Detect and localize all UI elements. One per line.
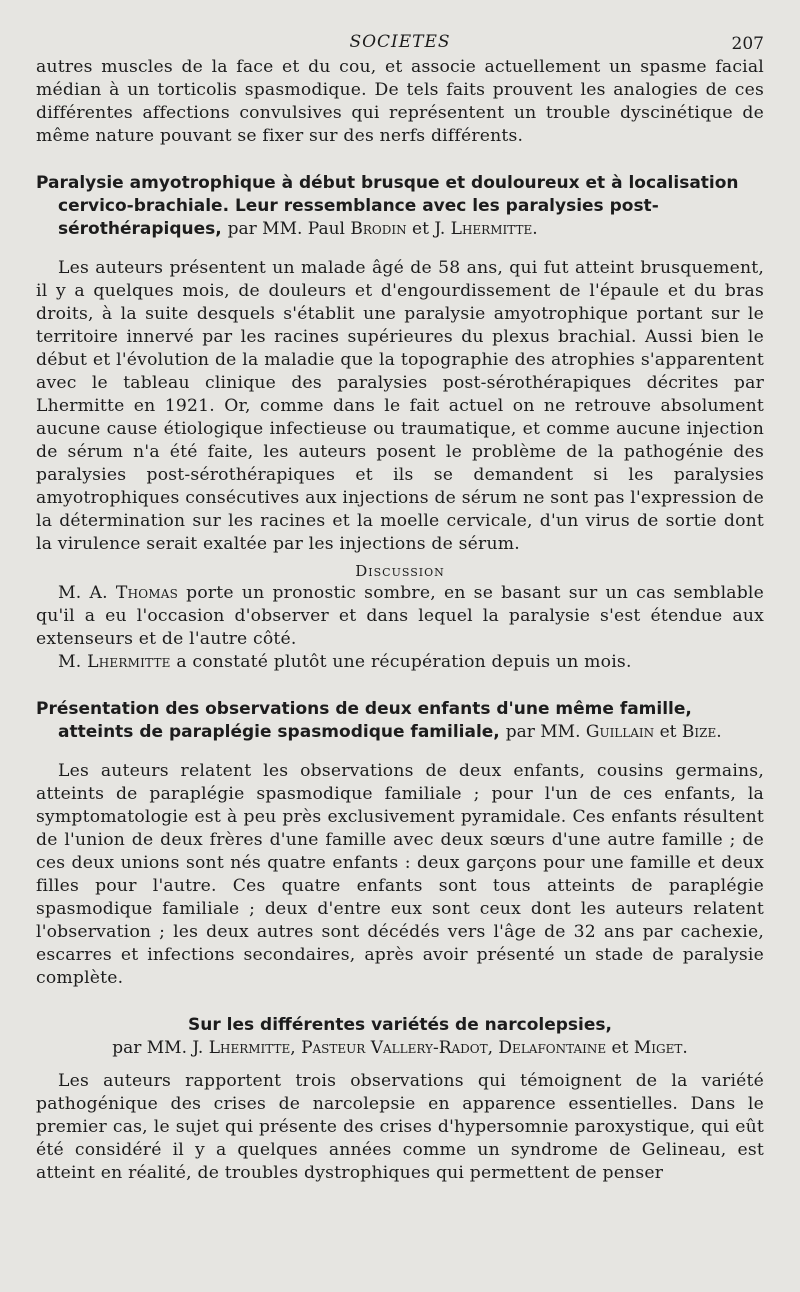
section1-author2: Lhermitte	[450, 219, 533, 239]
discussion-paragraph-2: M. Lhermitte a constaté plutôt une récupération depuis un mois.	[58, 652, 632, 672]
section1-heading	[36, 172, 764, 241]
section2-authors: par MM. Guillain et Bize.	[505, 722, 722, 742]
section2-title: Présentation des observations de deux enfants d'une même famille, atteints de paraplégie spasmodique familiale,	[36, 699, 692, 742]
page-number: 207	[731, 34, 764, 54]
section1-authors: par MM. Paul Brodin et J. Lhermitte.	[227, 219, 538, 239]
section2-author2: Bize	[681, 722, 717, 742]
section1-title: Paralysie amyotrophique à début brusque et douloureux et à localisation cervico-brachiale. Leur ressemblance avec les paralysies post-sérothérapiques,	[36, 173, 739, 239]
section2-heading	[36, 698, 764, 744]
section2-author1: Guillain	[585, 722, 655, 742]
section1-author1: Brodin	[350, 219, 407, 239]
discussion-paragraph-1: M. A. Thomas porte un pronostic sombre, en se basant sur un cas semblable qu'il a eu l'occasion d'observer et dans lequel la paralysie s'est étendue aux extenseurs et de l'autre côté.	[36, 583, 764, 649]
section1-body: Les auteurs présentent un malade âgé de 58 ans, qui fut atteint brusquement, il y a quelques mois, de douleurs et d'engourdissement de l'épaule et du bras droits, à la suite desquels s'établit une paralysie amyotrophique portant sur le territoire innervé par les racines supérieures du plexus brachial. Aussi bien le début et l'évolution de la maladie que la topographie des atrophies s'apparentent avec le tableau clinique des paralysies post-sérothérapiques décrites par Lhermitte en 1921. Or, comme dans le fait actuel on ne retrouve absolument aucune cause étiologique infectieuse ou traumatique, et comme aucune injection de sérum n'a été faite, les auteurs posent le problème de la pathogénie des paralysies post-sérothérapiques et ils se demandent si les paralysies amyotrophiques consécutives aux injections de sérum ne sont pas l'expression de la détermination sur les racines et la moelle cervicale, d'un virus de sortie dont la virulence serait exaltée par les injections de sérum.	[36, 258, 764, 554]
running-title: SOCIETES	[349, 32, 451, 52]
section3-body: Les auteurs rapportent trois observations qui témoignent de la variété pathogénique des crises de narcolepsie en apparence essentielles. Dans le premier cas, le sujet qui présente des crises d'hypersomnie paroxystique, qui eût été considéré il y a quelques années comme un syndrome de Gelineau, est atteint en réalité, de troubles dystrophiques qui permettent de penser	[36, 1071, 764, 1183]
section2-body: Les auteurs relatent les observations de deux enfants, cousins germains, atteints de paraplégie spasmodique familiale ; pour l'un de ces enfants, la symptomatologie est à peu près exclusivement pyramidale. Ces enfants résultent de l'union de deux frères d'une famille avec deux sœurs d'une autre famille ; de ces deux unions sont nés quatre enfants : deux garçons pour une famille et deux filles pour l'autre. Ces quatre enfants sont tous atteints de paraplégie spasmodique familiale ; deux d'entre eux sont ceux dont les auteurs relatent l'observation ; les deux autres sont décédés vers l'âge de 32 ans par cachexie, escarres et infections secondaires, après avoir présenté un stade de paralysie complète.	[36, 761, 764, 988]
section3-byline: par MM. J. Lhermitte, Pasteur Vallery-Radot, Delafontaine et Miget.	[112, 1038, 688, 1058]
intro-paragraph: autres muscles de la face et du cou, et associe actuellement un spasme facial médian à un torticolis spasmodique. De tels faits prouvent les analogies de ces différentes affections convulsives qui représentent un trouble dyscinétique de même nature pouvant se fixer sur des nerfs différents.	[36, 57, 764, 146]
running-head	[36, 26, 764, 56]
section3-title: Sur les différentes variétés de narcolepsies,	[188, 1015, 612, 1035]
discussion-heading: Discussion	[355, 562, 445, 580]
